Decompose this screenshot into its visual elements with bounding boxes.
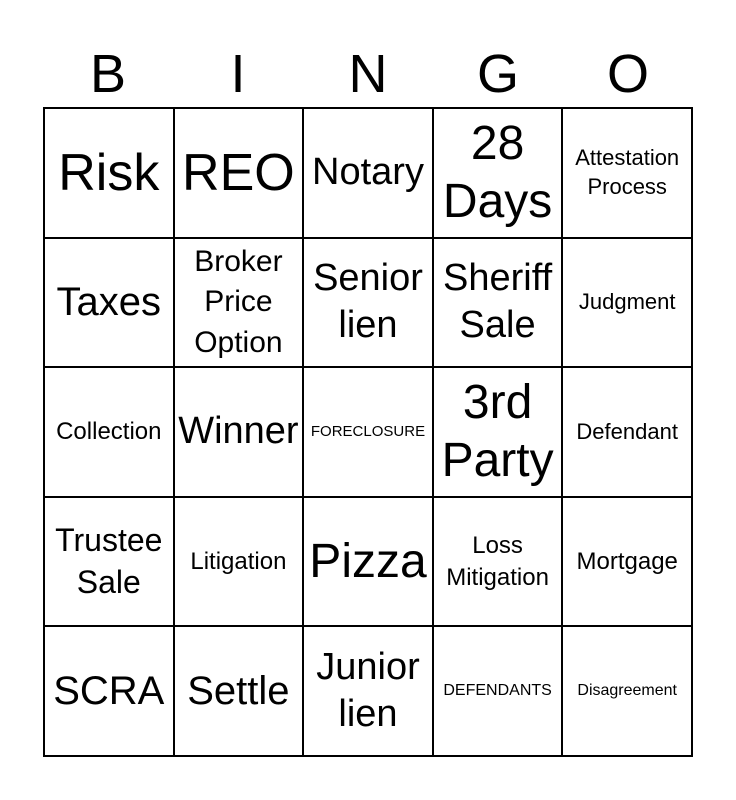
cell-text: Broker Price Option bbox=[194, 244, 283, 359]
bingo-cell[interactable] bbox=[562, 626, 692, 756]
cell-text: Mortgage bbox=[576, 548, 678, 575]
bingo-cell[interactable] bbox=[433, 108, 563, 238]
cell-text: Judgment bbox=[578, 289, 676, 315]
header-letter-n: N bbox=[348, 44, 388, 104]
cell-text: Taxes bbox=[56, 280, 162, 325]
bingo-cell[interactable] bbox=[44, 108, 174, 238]
bingo-cell[interactable] bbox=[433, 367, 563, 497]
bingo-cell[interactable] bbox=[44, 367, 174, 497]
bingo-cell[interactable] bbox=[174, 497, 304, 627]
header-letter-b: B bbox=[89, 44, 127, 104]
bingo-cell[interactable] bbox=[433, 238, 563, 368]
bingo-cell[interactable] bbox=[303, 626, 433, 756]
bingo-cell[interactable] bbox=[433, 497, 563, 627]
header-letter-g: G bbox=[476, 44, 519, 104]
bingo-cell[interactable] bbox=[562, 367, 692, 497]
cell-text: Risk bbox=[58, 143, 160, 202]
cell-text: Notary bbox=[312, 151, 424, 194]
cell-text: Pizza bbox=[309, 534, 427, 588]
cell-text: FORECLOSURE bbox=[310, 423, 426, 441]
cell-text: Winner bbox=[178, 410, 299, 453]
bingo-board bbox=[43, 107, 693, 757]
cell-text: SCRA bbox=[53, 669, 165, 714]
cell-text: DEFENDANTS bbox=[443, 682, 552, 700]
cell-text: Litigation bbox=[190, 548, 287, 575]
bingo-cell[interactable] bbox=[303, 108, 433, 238]
bingo-cell[interactable] bbox=[562, 108, 692, 238]
cell-text: Settle bbox=[187, 669, 290, 714]
bingo-cell[interactable] bbox=[433, 626, 563, 756]
cell-text: Senior lien bbox=[313, 256, 423, 347]
bingo-cell[interactable] bbox=[562, 497, 692, 627]
bingo-header bbox=[43, 40, 693, 108]
bingo-cell[interactable] bbox=[303, 367, 433, 497]
cell-text: Disagreement bbox=[577, 682, 677, 700]
bingo-cell[interactable] bbox=[303, 497, 433, 627]
bingo-cell[interactable] bbox=[174, 108, 304, 238]
bingo-cell[interactable] bbox=[44, 238, 174, 368]
cell-text: 28 Days bbox=[442, 117, 553, 228]
cell-text: Junior lien bbox=[316, 645, 420, 736]
cell-text: Sheriff Sale bbox=[443, 256, 553, 347]
bingo-cell[interactable] bbox=[303, 238, 433, 368]
cell-text: 3rd Party bbox=[441, 376, 554, 487]
header-letter-o: O bbox=[606, 44, 649, 104]
cell-text: REO bbox=[182, 143, 295, 202]
cell-text: Collection bbox=[56, 418, 162, 446]
bingo-cell[interactable] bbox=[174, 367, 304, 497]
bingo-cell[interactable] bbox=[174, 626, 304, 756]
cell-text: Loss Mitigation bbox=[446, 532, 549, 591]
bingo-cell[interactable] bbox=[562, 238, 692, 368]
bingo-cell[interactable] bbox=[44, 497, 174, 627]
cell-text: Defendant bbox=[576, 418, 678, 444]
cell-text: Trustee Sale bbox=[55, 522, 163, 600]
bingo-cell[interactable] bbox=[44, 626, 174, 756]
cell-text: Attestation Process bbox=[575, 145, 680, 199]
bingo-cell[interactable] bbox=[174, 238, 304, 368]
header-letter-i: I bbox=[230, 44, 246, 104]
